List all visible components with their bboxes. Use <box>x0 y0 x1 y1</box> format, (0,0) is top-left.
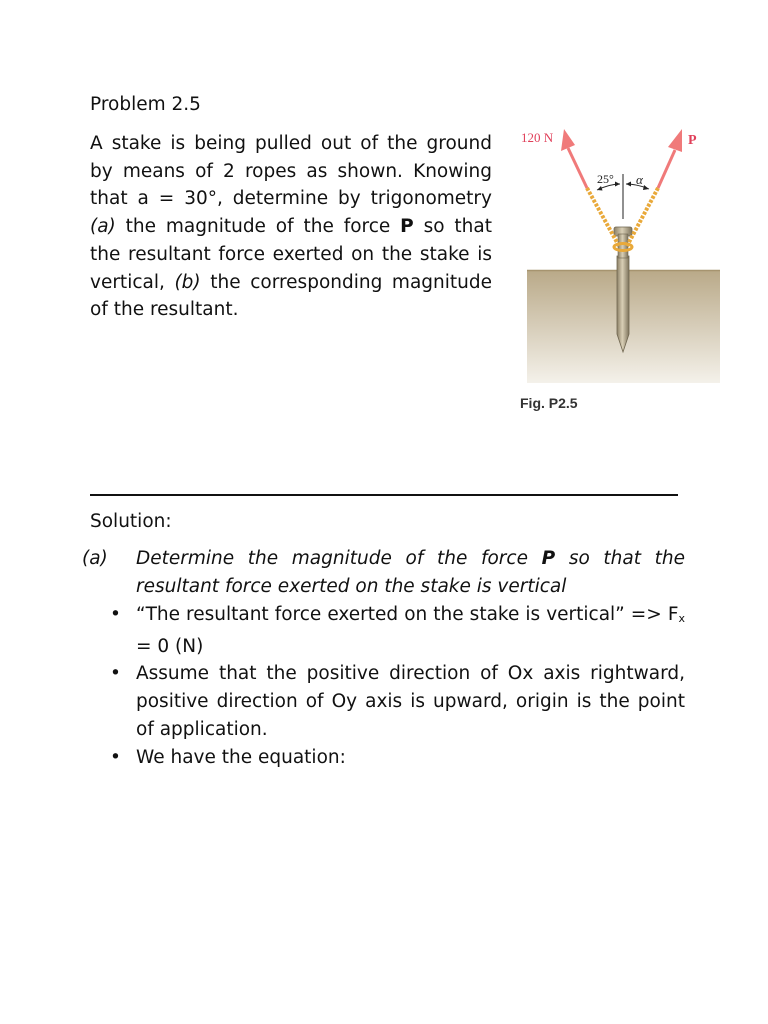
figure-caption: Fig. P2.5 <box>520 395 578 411</box>
bullet-subscript: x <box>678 612 685 625</box>
part-a-label: (a) <box>82 548 108 569</box>
part-a-text-2: so that the resultant force exerted on the stake is vertical <box>136 548 685 597</box>
bullet-item <box>108 601 685 660</box>
bullet-item <box>108 660 685 743</box>
part-a-force-symbol: P <box>541 548 556 569</box>
part-a-text-1: Determine the magnitude of the force <box>136 548 542 569</box>
left-angle-label: 25° <box>597 172 614 186</box>
problem-text-3: so that the resultant force exerted on the stake is vertical, <box>90 216 492 293</box>
problem-text-4: the corresponding magnitude of the resultant. <box>90 271 493 321</box>
left-force-arrow <box>561 129 587 188</box>
problem-statement <box>90 130 492 324</box>
bullet-dot: • <box>110 746 121 768</box>
solution-bullet-list <box>108 601 685 771</box>
bullet-text-2: = 0 (N) <box>136 635 204 657</box>
bullet-dot: • <box>110 663 121 685</box>
bullet-text: Assume that the positive direction of Ox axis rightward, positive direction of Oy axis is upward, origin is the point of application. <box>136 663 685 740</box>
right-force-label: P <box>688 133 697 148</box>
solution-label: Solution: <box>90 511 172 532</box>
problem-text-1: A stake is being pulled out of the ground by means of 2 ropes as shown. Knowing that a = 30°, determine by trigonometry <box>90 133 492 210</box>
stake-figure <box>515 124 725 419</box>
solution-part-a <box>82 545 685 600</box>
force-p-symbol: P <box>400 216 414 238</box>
bullet-text: We have the equation: <box>136 746 346 768</box>
left-force-label: 120 N <box>521 130 554 145</box>
right-angle-label: α <box>636 172 643 187</box>
bullet-dot: • <box>110 604 121 625</box>
problem-title: Problem 2.5 <box>90 94 201 115</box>
problem-text-2: the magnitude of the force <box>115 216 401 238</box>
right-force-arrow <box>658 129 682 188</box>
part-a-tag: (a) <box>90 216 116 238</box>
section-divider <box>90 494 678 496</box>
part-a-heading <box>136 545 685 600</box>
bullet-item <box>108 744 685 772</box>
bullet-text-1: “The resultant force exerted on the stake is vertical” => F <box>136 604 679 625</box>
part-b-tag: (b) <box>174 271 201 293</box>
